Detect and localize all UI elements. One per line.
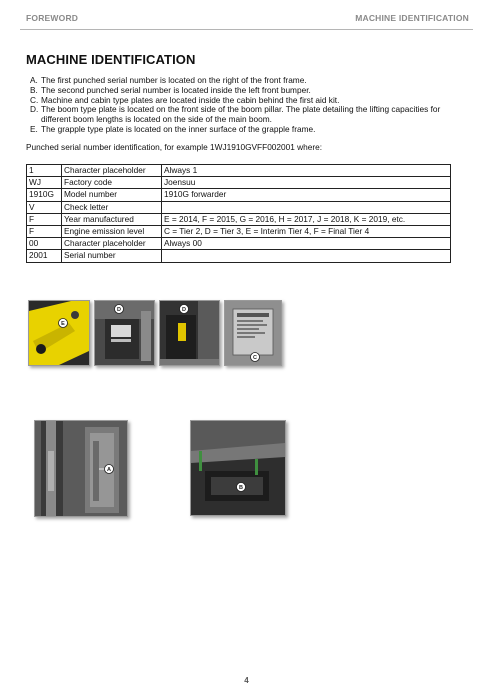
item-letter: C.: [30, 94, 39, 105]
boom-pillar-photo: [159, 300, 220, 366]
item-text: The first punched serial number is located on the right of the front frame.: [41, 75, 307, 85]
table-row: [27, 250, 451, 262]
table-cell: Factory code: [62, 177, 162, 189]
item-text: Machine and cabin type plates are located inside the cabin behind the first aid kit.: [41, 94, 340, 105]
callout-b: B: [239, 485, 243, 492]
callout-c: C: [253, 355, 257, 362]
table-cell: 00: [27, 238, 62, 250]
grapple-frame-photo: [28, 300, 90, 366]
list-item: [30, 105, 450, 125]
item-letter: D.: [30, 104, 39, 115]
serial-intro: Punched serial number identification, for example 1WJ1910GVFF002001 where:: [26, 142, 323, 152]
table-row: [27, 225, 451, 237]
table-cell: V: [27, 201, 62, 213]
table-cell: F: [27, 213, 62, 225]
page-title: MACHINE IDENTIFICATION: [26, 52, 196, 67]
table-cell: Engine emission level: [62, 225, 162, 237]
table-cell: C = Tier 2, D = Tier 3, E = Interim Tier 4, F = Final Tier 4: [162, 225, 451, 237]
item-text: The grapple type plate is located on the inner surface of the grapple frame.: [41, 123, 316, 134]
list-item: [30, 125, 450, 135]
table-cell: Always 00: [162, 238, 451, 250]
table-cell: Character placeholder: [62, 238, 162, 250]
table-cell: [162, 201, 451, 213]
table-cell: 2001: [27, 250, 62, 262]
front-bumper-photo: [190, 420, 286, 516]
table-cell: Joensuu: [162, 177, 451, 189]
item-letter: E.: [30, 123, 38, 134]
table-row: [27, 201, 451, 213]
table-cell: Year manufactured: [62, 213, 162, 225]
machine-plate-photo: [224, 300, 282, 366]
callout-e: E: [61, 321, 65, 328]
table-row: [27, 238, 451, 250]
header-rule: [20, 29, 473, 30]
table-cell: Model number: [62, 189, 162, 201]
table-cell: [162, 250, 451, 262]
front-frame-photo: [34, 420, 128, 517]
table-cell: 1910G forwarder: [162, 189, 451, 201]
section-title: FOREWORD: [26, 13, 79, 23]
table-cell: 1910G: [27, 189, 62, 201]
callout-d: D: [182, 307, 186, 314]
item-letter: B.: [30, 84, 38, 95]
table-cell: 1: [27, 165, 62, 177]
table-row: [27, 213, 451, 225]
table-cell: WJ: [27, 177, 62, 189]
page-number: 4: [244, 676, 249, 685]
table-cell: E = 2014, F = 2015, G = 2016, H = 2017, J = 2018, K = 2019, etc.: [162, 213, 451, 225]
callout-d: D: [117, 307, 121, 314]
boom-plate-photo: [94, 300, 155, 366]
table-row: [27, 177, 451, 189]
table-row: [27, 165, 451, 177]
table-cell: Serial number: [62, 250, 162, 262]
serial-table: [26, 164, 451, 263]
callout-a: A: [107, 467, 111, 474]
item-text: The boom type plate is located on the front side of the boom pillar. The plate detailing the lifting capacities for different boom lengths is located on the side of the main boom.: [41, 104, 441, 125]
item-letter: A.: [30, 75, 38, 85]
location-list: [30, 76, 450, 135]
table-row: [27, 189, 451, 201]
item-text: The second punched serial number is located inside the left front bumper.: [41, 84, 311, 95]
page-header: [0, 0, 493, 34]
table-cell: F: [27, 225, 62, 237]
table-cell: Character placeholder: [62, 165, 162, 177]
table-cell: Check letter: [62, 201, 162, 213]
table-cell: Always 1: [162, 165, 451, 177]
chapter-title: MACHINE IDENTIFICATION: [355, 13, 469, 23]
